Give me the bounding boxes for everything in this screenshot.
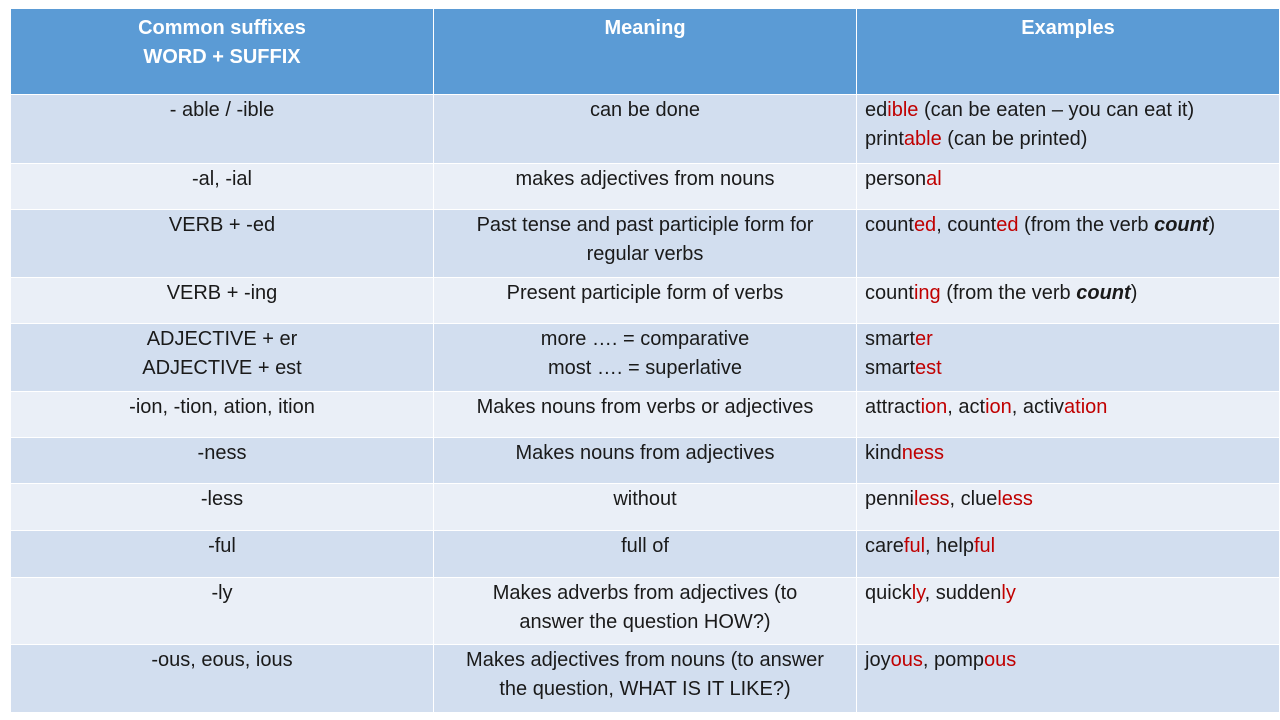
example-line xyxy=(865,354,1271,383)
suffix-highlight: ly xyxy=(1001,582,1016,604)
example-line xyxy=(865,439,1271,468)
example-text: ) xyxy=(1208,214,1216,236)
suffix-cell xyxy=(11,164,434,210)
suffix-highlight: ed xyxy=(913,214,937,236)
example-line xyxy=(865,485,1271,514)
example-text: joy xyxy=(865,649,891,671)
example-text: , activ xyxy=(1011,396,1065,418)
suffix-cell xyxy=(11,278,434,324)
suffix-highlight: able xyxy=(903,128,942,150)
table-row xyxy=(11,210,1280,278)
example-line xyxy=(865,279,1271,308)
meaning-text: full of xyxy=(621,535,669,557)
suffix-text: -less xyxy=(200,488,244,510)
example-line xyxy=(865,165,1271,194)
examples-cell xyxy=(857,531,1280,578)
suffix-text: -al, -ial xyxy=(191,168,252,190)
suffix-highlight: ous xyxy=(890,649,923,671)
suffix-text: -ly xyxy=(211,582,233,604)
example-line xyxy=(865,532,1271,561)
meaning-text: Makes adverbs from adjectives (to xyxy=(492,582,798,604)
meaning-text: regular verbs xyxy=(586,243,704,265)
meaning-text: Past tense and past participle form for xyxy=(476,214,814,236)
suffix-cell xyxy=(11,531,434,578)
example-text: , help xyxy=(925,535,974,557)
examples-cell xyxy=(857,578,1280,645)
table-body xyxy=(11,95,1280,713)
suffix-highlight: ion xyxy=(985,396,1012,418)
suffix-text: -ion, -tion, ation, ition xyxy=(129,396,315,418)
examples-cell xyxy=(857,278,1280,324)
suffix-cell xyxy=(11,392,434,438)
example-line xyxy=(865,211,1271,240)
meaning-text: Makes adjectives from nouns (to answer xyxy=(466,649,824,671)
suffix-highlight: er xyxy=(915,328,933,350)
example-text: care xyxy=(865,535,904,557)
example-text: , count xyxy=(936,214,997,236)
header-row xyxy=(11,9,1280,95)
example-text: smart xyxy=(865,357,915,379)
table-row xyxy=(11,164,1280,210)
example-text: , sudden xyxy=(924,582,1002,604)
header-meaning: Meaning xyxy=(434,9,857,95)
suffix-text: - able / -ible xyxy=(169,99,275,121)
example-line xyxy=(865,579,1271,608)
examples-cell xyxy=(857,324,1280,392)
meaning-cell xyxy=(434,95,857,164)
example-line xyxy=(865,125,1271,154)
suffix-highlight: ous xyxy=(983,649,1017,671)
meaning-text: answer the question HOW?) xyxy=(519,611,771,633)
example-line xyxy=(865,96,1271,125)
table-row xyxy=(11,324,1280,392)
table-row xyxy=(11,531,1280,578)
suffix-text: VERB + -ing xyxy=(166,282,278,304)
suffix-highlight: ful xyxy=(973,535,996,557)
meaning-cell xyxy=(434,278,857,324)
example-text: kind xyxy=(865,442,902,464)
meaning-cell xyxy=(434,578,857,645)
example-text: attract xyxy=(865,396,921,418)
example-text: smart xyxy=(865,328,915,350)
suffix-cell xyxy=(11,210,434,278)
meaning-cell xyxy=(434,164,857,210)
meaning-text: can be done xyxy=(589,99,701,121)
example-text: print xyxy=(865,128,904,150)
table-row xyxy=(11,95,1280,164)
meaning-text: most …. = superlative xyxy=(548,357,742,379)
emphasis-word: count xyxy=(1154,214,1209,236)
meaning-cell xyxy=(434,438,857,484)
example-text: quick xyxy=(865,582,912,604)
meaning-text: the question, WHAT IS IT LIKE?) xyxy=(499,678,791,700)
suffix-table xyxy=(10,8,1280,713)
suffix-highlight: al xyxy=(926,168,942,190)
suffix-cell xyxy=(11,95,434,164)
table-row xyxy=(11,438,1280,484)
meaning-cell xyxy=(434,324,857,392)
meaning-cell xyxy=(434,392,857,438)
suffix-highlight: ion xyxy=(920,396,948,418)
example-text: , act xyxy=(947,396,986,418)
suffix-cell xyxy=(11,438,434,484)
suffix-text: -ness xyxy=(197,442,247,464)
meaning-text: Makes nouns from verbs or adjectives xyxy=(476,396,814,418)
example-text: (from the verb xyxy=(940,282,1077,304)
header-suffix-line2: WORD + SUFFIX xyxy=(143,46,301,68)
example-text: penni xyxy=(865,488,914,510)
suffix-text: -ful xyxy=(208,535,236,557)
table-row xyxy=(11,392,1280,438)
meaning-text: more …. = comparative xyxy=(540,328,750,350)
suffix-highlight: ed xyxy=(996,214,1019,236)
example-line xyxy=(865,325,1271,354)
example-line xyxy=(865,646,1271,675)
suffix-highlight: ible xyxy=(887,99,919,121)
example-text: ) xyxy=(1130,282,1138,304)
table-row xyxy=(11,278,1280,324)
example-text: count xyxy=(865,214,914,236)
meaning-cell xyxy=(434,210,857,278)
meaning-text: Present participle form of verbs xyxy=(506,282,784,304)
table-row xyxy=(11,484,1280,531)
examples-cell xyxy=(857,210,1280,278)
emphasis-word: count xyxy=(1076,282,1131,304)
header-suffix-line1: Common suffixes xyxy=(138,17,306,39)
examples-cell xyxy=(857,95,1280,164)
header-examples: Examples xyxy=(857,9,1280,95)
examples-cell xyxy=(857,392,1280,438)
example-text: count xyxy=(865,282,914,304)
examples-cell xyxy=(857,645,1280,713)
header-suffix xyxy=(11,9,434,95)
meaning-text: without xyxy=(613,488,677,510)
example-text: , pomp xyxy=(922,649,984,671)
suffix-highlight: ness xyxy=(901,442,944,464)
suffix-highlight: ful xyxy=(903,535,926,557)
suffix-cell xyxy=(11,484,434,531)
table-row xyxy=(11,645,1280,713)
example-text: person xyxy=(865,168,927,190)
examples-cell xyxy=(857,164,1280,210)
example-text: (can be eaten – you can eat it) xyxy=(918,99,1195,121)
suffix-highlight: est xyxy=(915,357,942,379)
example-text: , clue xyxy=(949,488,998,510)
suffix-highlight: ing xyxy=(913,282,941,304)
meaning-cell xyxy=(434,645,857,713)
suffix-highlight: ly xyxy=(911,582,925,604)
meaning-text: makes adjectives from nouns xyxy=(515,168,775,190)
suffix-text: ADJECTIVE + est xyxy=(142,357,302,379)
suffix-highlight: ation xyxy=(1064,396,1108,418)
meaning-cell xyxy=(434,531,857,578)
example-text: (can be printed) xyxy=(941,128,1088,150)
suffix-cell xyxy=(11,645,434,713)
table-row xyxy=(11,578,1280,645)
examples-cell xyxy=(857,438,1280,484)
suffix-text: VERB + -ed xyxy=(168,214,276,236)
meaning-cell xyxy=(434,484,857,531)
suffix-highlight: less xyxy=(997,488,1033,510)
meaning-text: Makes nouns from adjectives xyxy=(515,442,775,464)
example-line xyxy=(865,393,1271,422)
suffix-text: ADJECTIVE + er xyxy=(146,328,298,350)
suffix-text: -ous, eous, ious xyxy=(151,649,293,671)
suffix-cell xyxy=(11,578,434,645)
examples-cell xyxy=(857,484,1280,531)
suffix-cell xyxy=(11,324,434,392)
example-text: (from the verb xyxy=(1018,214,1155,236)
example-text: ed xyxy=(865,99,888,121)
suffix-highlight: less xyxy=(913,488,950,510)
